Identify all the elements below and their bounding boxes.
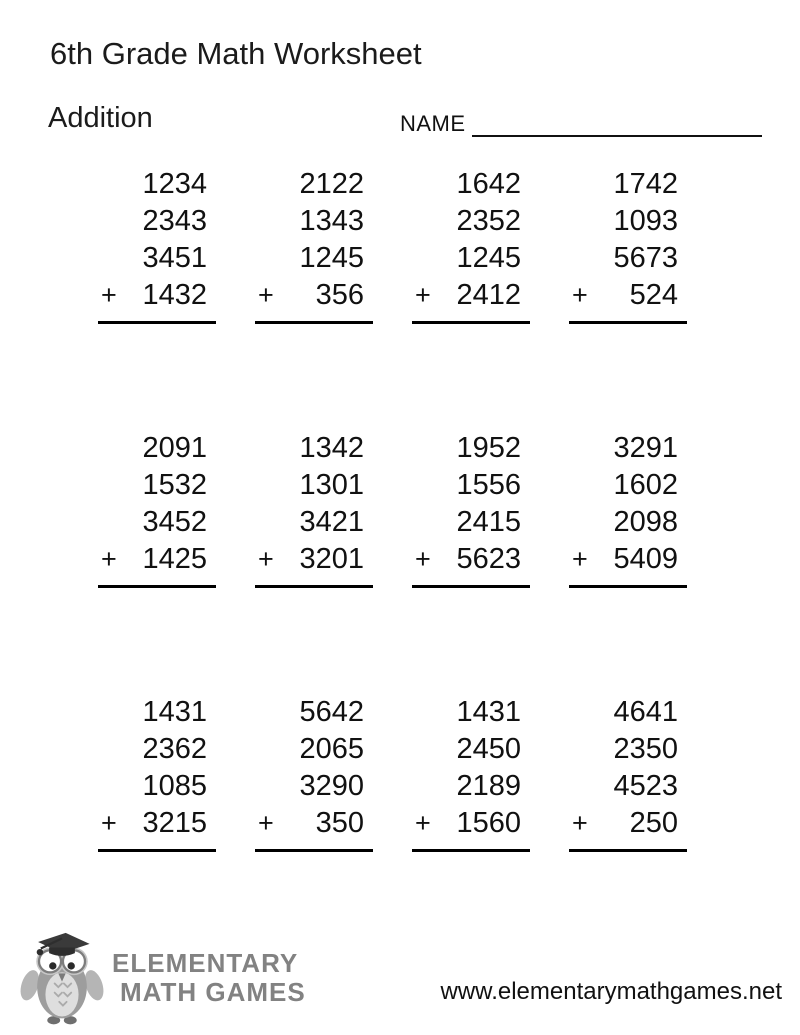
answer-line	[569, 585, 687, 588]
last-addend-row	[255, 541, 373, 578]
logo-text	[112, 947, 306, 1007]
addend: 1342	[299, 432, 364, 464]
last-addend-row	[98, 277, 216, 314]
addition-problem	[412, 694, 530, 852]
addend: 2412	[456, 279, 521, 311]
addend: 2415	[456, 506, 521, 538]
plus-operator: +	[101, 280, 117, 310]
owl-graduation-cap-icon	[16, 926, 108, 1028]
plus-operator: +	[258, 808, 274, 838]
addend: 2098	[613, 506, 678, 538]
last-addend-row	[412, 805, 530, 842]
addition-problem	[569, 694, 687, 852]
plus-operator: +	[101, 544, 117, 574]
addend: 1431	[456, 696, 521, 728]
plus-operator: +	[258, 280, 274, 310]
addend: 1234	[142, 168, 207, 200]
addend: 3290	[299, 770, 364, 802]
addend: 356	[315, 279, 364, 311]
addend: 2189	[456, 770, 521, 802]
addend: 2065	[299, 733, 364, 765]
addend: 2122	[299, 168, 364, 200]
addend: 1093	[613, 205, 678, 237]
addend: 3291	[613, 432, 678, 464]
addend: 2352	[456, 205, 521, 237]
last-addend-row	[412, 277, 530, 314]
plus-operator: +	[258, 544, 274, 574]
plus-operator: +	[415, 808, 431, 838]
last-addend-row	[412, 541, 530, 578]
addend: 4523	[613, 770, 678, 802]
addition-problem	[98, 694, 216, 852]
addend: 3421	[299, 506, 364, 538]
answer-line	[569, 321, 687, 324]
addend: 3215	[142, 807, 207, 839]
addend: 1245	[456, 242, 521, 274]
last-addend-row	[569, 805, 687, 842]
footer-logo	[16, 926, 306, 1028]
answer-line	[255, 585, 373, 588]
addend: 1642	[456, 168, 521, 200]
addend: 3201	[299, 543, 364, 575]
plus-operator: +	[415, 544, 431, 574]
addend: 2450	[456, 733, 521, 765]
logo-line-elementary: ELEMENTARY	[112, 947, 299, 978]
addend: 1556	[456, 469, 521, 501]
addend: 1742	[613, 168, 678, 200]
addition-problem	[255, 430, 373, 588]
last-addend-row	[98, 541, 216, 578]
problems-grid	[98, 166, 687, 852]
addend: 5642	[299, 696, 364, 728]
answer-line	[569, 849, 687, 852]
addition-problem	[412, 166, 530, 324]
addend: 250	[629, 807, 678, 839]
addend: 2343	[142, 205, 207, 237]
logo-line-math-games: MATH GAMES	[120, 976, 306, 1007]
addend: 5409	[613, 543, 678, 575]
addend: 1085	[142, 770, 207, 802]
answer-line	[412, 321, 530, 324]
last-addend-row	[98, 805, 216, 842]
addend: 1425	[142, 543, 207, 575]
plus-operator: +	[415, 280, 431, 310]
plus-operator: +	[572, 544, 588, 574]
addend: 2350	[613, 733, 678, 765]
addition-problem	[98, 430, 216, 588]
answer-line	[255, 321, 373, 324]
addition-problem	[98, 166, 216, 324]
addend: 524	[629, 279, 678, 311]
addend: 1602	[613, 469, 678, 501]
addend: 3451	[142, 242, 207, 274]
name-block	[400, 113, 762, 137]
answer-line	[98, 585, 216, 588]
answer-line	[412, 585, 530, 588]
answer-line	[98, 849, 216, 852]
name-label: NAME	[400, 111, 466, 136]
answer-line	[412, 849, 530, 852]
answer-line	[98, 321, 216, 324]
addend: 4641	[613, 696, 678, 728]
addend: 1431	[142, 696, 207, 728]
section-title: Addition	[48, 102, 153, 134]
addend: 5623	[456, 543, 521, 575]
addend: 2362	[142, 733, 207, 765]
name-write-line	[472, 135, 762, 137]
page-title: 6th Grade Math Worksheet	[50, 36, 422, 71]
addend: 350	[315, 807, 364, 839]
addition-problem	[412, 430, 530, 588]
addition-problem	[255, 166, 373, 324]
addend: 1532	[142, 469, 207, 501]
plus-operator: +	[101, 808, 117, 838]
addend: 2091	[142, 432, 207, 464]
addend: 1560	[456, 807, 521, 839]
website-url: www.elementarymathgames.net	[440, 978, 782, 1005]
addend: 3452	[142, 506, 207, 538]
plus-operator: +	[572, 808, 588, 838]
addition-problem	[255, 694, 373, 852]
addition-problem	[569, 430, 687, 588]
addend: 1301	[299, 469, 364, 501]
answer-line	[255, 849, 373, 852]
addend: 1952	[456, 432, 521, 464]
addend: 5673	[613, 242, 678, 274]
addend: 1245	[299, 242, 364, 274]
last-addend-row	[255, 805, 373, 842]
addition-problem	[569, 166, 687, 324]
addend: 1432	[142, 279, 207, 311]
last-addend-row	[569, 277, 687, 314]
addend: 1343	[299, 205, 364, 237]
last-addend-row	[569, 541, 687, 578]
plus-operator: +	[572, 280, 588, 310]
last-addend-row	[255, 277, 373, 314]
